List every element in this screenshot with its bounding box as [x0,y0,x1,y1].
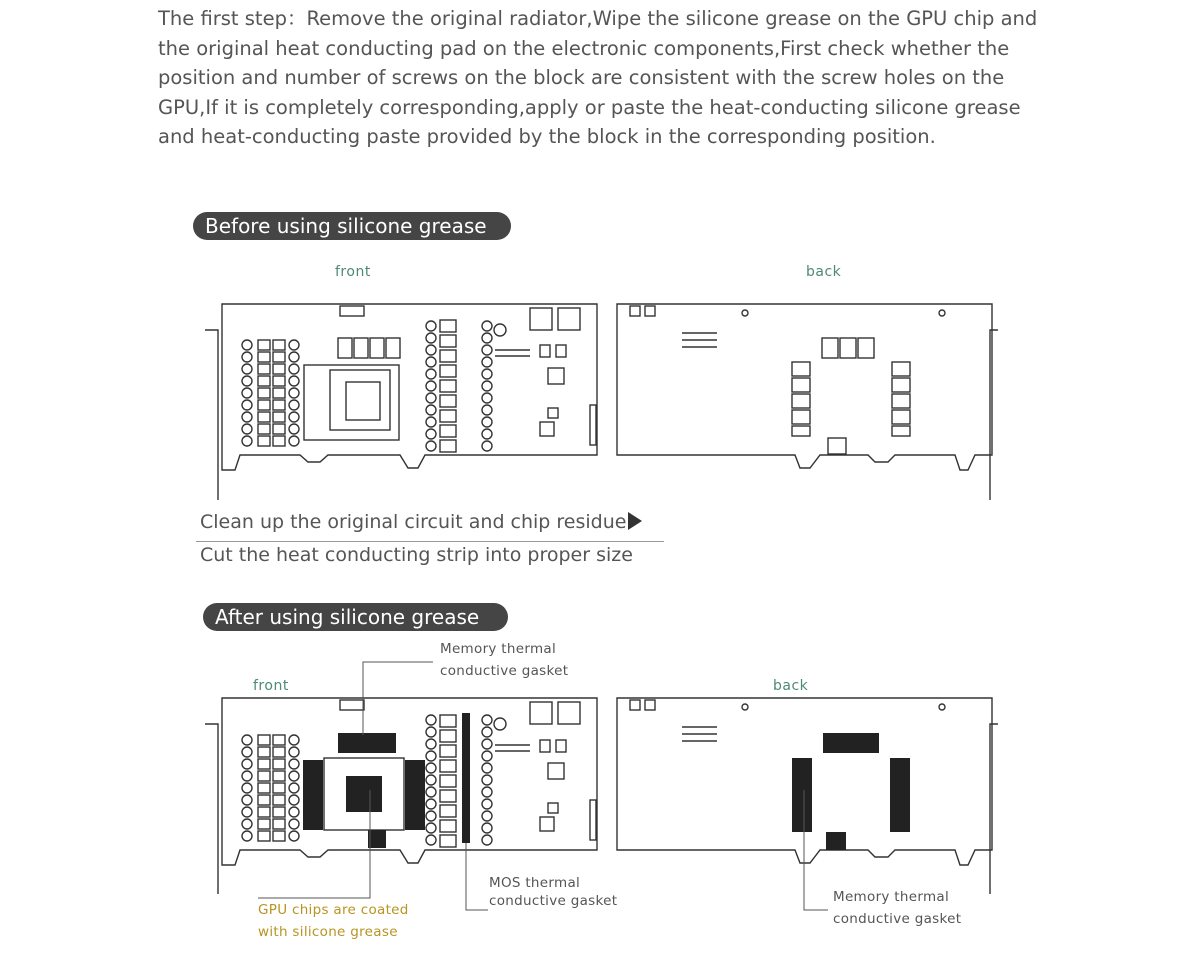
intro-paragraph: The first step：Remove the original radiator,Wipe the silicone grease on the GPU chip and the original heat conducting pad on the electronic components,First check whether the position and number of screws on the block are consistent with the screw holes on the GPU,If it is completely corresponding,apply or paste the heat-conducting silicone grease and heat-conducting paste provided by the block in the corresponding position. [158,7,1038,148]
after-back-label: back [773,678,809,694]
callout-gpu-grease: GPU chips are coated with silicone grease [258,902,409,940]
callout-memory-back: Memory thermal conductive gasket [833,889,962,927]
front-pad-bottom [368,830,386,848]
after-front-mos-column [440,715,456,847]
step-cut: Cut the heat conducting strip into proper size [200,544,633,566]
back-memory-pad-left [792,758,812,832]
before-back-label: back [806,264,842,280]
after-front-chokes-left [258,735,285,841]
back-memory-pad-right [890,758,910,832]
before-front-label: front [335,264,371,280]
back-pad-bottom [826,832,846,850]
back-memory-pad-top [823,733,879,753]
mos-pad-strip [462,713,470,843]
front-memory-pad-top [338,733,396,753]
before-section-title: Before using silicone grease [193,212,511,240]
callout-mos: MOS thermal conductive gasket [489,875,618,909]
front-memory-pad-left [303,760,323,830]
callout-memory-top: Memory thermal conductive gasket [440,641,569,679]
after-section-title: After using silicone grease [203,603,508,631]
gpu-grease-core [346,776,382,812]
leader-mos [466,843,488,910]
front-memory-pad-right [405,760,425,830]
step-clean: Clean up the original circuit and chip residue [200,511,642,533]
after-front-label: front [253,678,289,694]
after-front-caps-right [426,715,492,845]
after-front-board [205,698,597,894]
